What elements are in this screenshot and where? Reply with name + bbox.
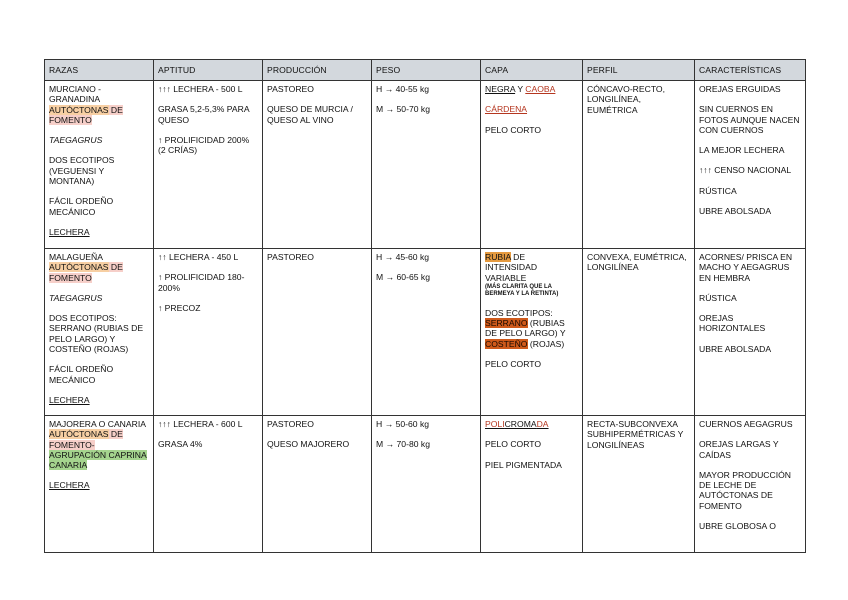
caracteristica-item: UBRE ABOLSADA [699, 206, 772, 217]
breed-name: MURCIANO - GRANADINA [49, 84, 102, 105]
caracteristica-item: UBRE GLOBOSA O [699, 521, 776, 532]
header-capa: CAPA [481, 60, 583, 81]
autoctonas-label: AUTÓCTONAS [49, 429, 109, 440]
cell-aptitud [154, 81, 263, 249]
perfil-text: CONVEXA, EUMÉTRICA, LONGILÍNEA [587, 252, 687, 273]
cell-razas [45, 416, 154, 553]
peso-item: M → 70-80 kg [376, 439, 430, 450]
fomento-label: FOMENTO [49, 272, 92, 283]
aptitud-item: ↑ PROLIFICIDAD 200% (2 CRÍAS) [158, 134, 250, 156]
ordeno-text: FÁCIL ORDEÑO MECÁNICO [49, 196, 114, 217]
cell-capa [481, 249, 583, 416]
caracteristica-item: MAYOR PRODUCCIÓN DE LECHE DE AUTÓCTONAS DE FOMENTO [699, 469, 791, 511]
produccion-item: PASTOREO [267, 84, 314, 94]
lechera-label: LECHERA [49, 226, 90, 237]
autoctonas-de: DE [108, 429, 123, 440]
cell-produccion [263, 249, 372, 416]
peso-item: H → 50-60 kg [376, 419, 430, 429]
ancestor-label: TAEGAGRUS [49, 292, 103, 303]
caracteristica-item: OREJAS HORIZONTALES [699, 313, 766, 334]
cell-peso [372, 81, 481, 249]
autoctonas-de: DE [108, 262, 123, 273]
ecotipos-text: DOS ECOTIPOS (VEGUENSI Y MONTANA) [49, 155, 115, 187]
peso-item: M → 60-65 kg [376, 272, 430, 283]
cell-produccion [263, 416, 372, 553]
capa-costeno-rest: (ROJAS) [527, 338, 565, 349]
capa-caoba: CAOBA [525, 84, 556, 94]
table-row-murciano [45, 81, 806, 249]
ecotipos-text: DOS ECOTIPOS: SERRANO (RUBIAS DE PELO LARGO) Y COSTEÑO (ROJAS) [49, 313, 144, 355]
caracteristica-item: OREJAS ERGUIDAS [699, 84, 781, 94]
header-produccion: PRODUCCIÓN [263, 60, 372, 81]
lechera-label: LECHERA [49, 394, 90, 405]
caracteristica-item: CUERNOS AEGAGRUS [699, 419, 793, 429]
cell-peso [372, 249, 481, 416]
produccion-item: QUESO DE MURCIA / QUESO AL VINO [267, 104, 353, 125]
produccion-item: PASTOREO [267, 419, 314, 429]
capa-serrano: SERRANO [485, 318, 528, 329]
capa-pelo: PELO CORTO [485, 439, 542, 450]
autoctonas-label: AUTÓCTONAS [49, 104, 109, 115]
table-row-majorera [45, 416, 806, 553]
caracteristica-item: OREJAS LARGAS Y CAÍDAS [699, 439, 779, 460]
table-row-malaguena [45, 249, 806, 416]
cell-aptitud [154, 416, 263, 553]
peso-item: M → 50-70 kg [376, 104, 430, 115]
capa-piel: PIEL PIGMENTADA [485, 459, 562, 470]
cell-caracteristicas [695, 81, 806, 249]
capa-rubia: RUBIA [485, 252, 511, 262]
cell-caracteristicas [695, 249, 806, 416]
capa-croma: CROMA [504, 419, 537, 429]
capa-negra: NEGRA [485, 84, 516, 94]
perfil-text: CÓNCAVO-RECTO, LONGILÍNEA, EUMÉTRICA [587, 84, 665, 115]
cell-razas [45, 81, 154, 249]
header-razas: RAZAS [45, 60, 154, 81]
breed-name: MAJORERA O CANARIA [49, 419, 146, 429]
header-row [45, 60, 806, 81]
ordeno-text: FÁCIL ORDEÑO MECÁNICO [49, 364, 114, 385]
caracteristica-item: ↑↑↑ CENSO NACIONAL [699, 165, 792, 176]
cell-perfil [583, 249, 695, 416]
aptitud-item: ↑↑ LECHERA - 450 L [158, 252, 239, 262]
caracteristica-item: ACORNES/ PRISCA EN MACHO Y AEGAGRUS EN HEMBRA [699, 252, 793, 283]
caracteristica-item: RÚSTICA [699, 292, 737, 303]
cell-produccion [263, 81, 372, 249]
fomento-label: FOMENTO [49, 114, 92, 125]
header-caracteristicas: CARACTERÍSTICAS [695, 60, 806, 81]
ancestor-label: TAEGAGRUS [49, 135, 103, 146]
capa-y: Y [517, 84, 523, 94]
agrupacion-label: AGRUPACIÓN CAPRINA CANARIA [49, 449, 147, 471]
capa-note: (MÁS CLARITA QUE LA BERMEYA Y LA RETINTA) [485, 283, 559, 297]
autoctonas-label: AUTÓCTONAS [49, 262, 109, 273]
capa-ecotipos-intro: DOS ECOTIPOS: [485, 307, 553, 318]
caracteristica-item: SIN CUERNOS EN FOTOS AUNQUE NACEN CON CUERNOS [699, 104, 800, 135]
produccion-item: QUESO MAJORERO [267, 439, 350, 450]
cell-razas [45, 249, 154, 416]
cell-capa [481, 81, 583, 249]
cell-caracteristicas [695, 416, 806, 553]
capa-poli: POLI [485, 419, 505, 429]
autoctonas-de: DE [108, 104, 123, 115]
peso-item: H → 40-55 kg [376, 84, 430, 94]
aptitud-item: ↑ PRECOZ [158, 302, 201, 313]
breed-name: MALAGUEÑA [49, 252, 103, 262]
perfil-text: RECTA-SUBCONVEXA SUBHIPERMÉTRICAS Y LONGILÍNEAS [587, 419, 684, 450]
capa-pelo: PELO CORTO [485, 359, 542, 370]
capa-costeno: COSTEÑO [485, 338, 528, 349]
cell-aptitud [154, 249, 263, 416]
cell-perfil [583, 416, 695, 553]
header-aptitud: APTITUD [154, 60, 263, 81]
aptitud-item: ↑↑↑ LECHERA - 600 L [158, 419, 243, 429]
cell-perfil [583, 81, 695, 249]
aptitud-item: GRASA 5,2-5,3% PARA QUESO [158, 104, 250, 125]
lechera-label: LECHERA [49, 480, 90, 491]
caracteristica-item: LA MEJOR LECHERA [699, 145, 785, 156]
header-peso: PESO [372, 60, 481, 81]
aptitud-item: GRASA 4% [158, 439, 203, 450]
aptitud-item: ↑↑↑ LECHERA - 500 L [158, 84, 243, 94]
capa-rubia-rest: DE INTENSIDAD VARIABLE [485, 252, 538, 283]
capa-cardena: CÁRDENA [485, 104, 528, 115]
capa-serrano-rest: (RUBIAS DE PELO LARGO) Y [485, 318, 566, 339]
caracteristica-item: UBRE ABOLSADA [699, 343, 772, 354]
capa-pelo: PELO CORTO [485, 124, 542, 135]
peso-item: H → 45-60 kg [376, 252, 430, 262]
aptitud-item: ↑ PROLIFICIDAD 180-200% [158, 272, 245, 293]
capa-da: DA [536, 419, 549, 429]
caracteristica-item: RÚSTICA [699, 185, 737, 196]
cell-capa [481, 416, 583, 553]
cell-peso [372, 416, 481, 553]
fomento-label: FOMENTO- [49, 439, 95, 450]
breeds-table [44, 59, 806, 553]
header-perfil: PERFIL [583, 60, 695, 81]
produccion-item: PASTOREO [267, 252, 314, 262]
